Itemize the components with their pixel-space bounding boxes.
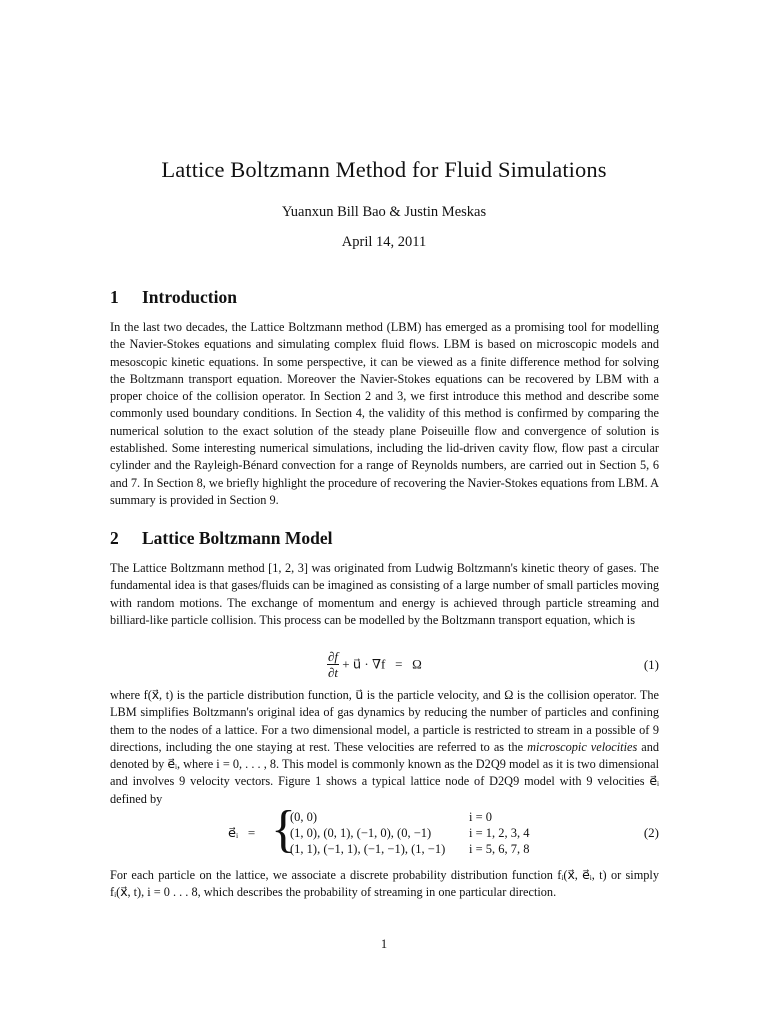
case-condition [469,809,492,825]
paragraph-text [110,687,659,808]
paper-title: Lattice Boltzmann Method for Fluid Simulations [161,157,607,182]
section-title: Introduction [142,287,237,307]
section-heading-lattice-boltzmann-model [110,528,333,549]
fraction-denominator: ∂t [328,665,339,680]
introduction-paragraph [110,319,659,509]
left-brace: { [271,801,296,858]
text-before-emphasis: where f(x⃗, t) is the particle distribution function, u⃗ is the particle velocity, and Ω is the collision operator. The LBM simplifies Boltzmann's original idea of gas dynamics by reducing the number of particles and confining them to the nodes of a lattice. For a two dimensional model, a particle is restricted to stream in a possible of 9 directions, including the one staying at rest. These velocities are referred to as the [110,688,659,754]
d2q9-paragraph [110,687,659,808]
section-number: 2 [110,528,119,548]
section-title: Lattice Boltzmann Model [142,528,333,548]
text-after-emphasis: and denoted by e⃗ᵢ, where i = 0, . . . , 8. This model is commonly known as the D2Q9 model as it is two dimensional and involves 9 velocity vectors. Figure 1 shows a typical lattice node of D2Q9 model with 9 velocities e⃗ᵢ defined by [110,739,660,806]
case-value: (1, 1), (−1, 1), (−1, −1), (1, −1) [290,842,446,856]
case-value: (1, 0), (0, 1), (−1, 0), (0, −1) [290,826,432,840]
case-value: (0, 0) [290,810,318,824]
section-number: 1 [110,287,119,307]
paragraph-text: For each particle on the lattice, we associate a discrete probability distribution function fᵢ(x⃗, e⃗ᵢ, t) or simply fᵢ(x⃗, t), i = 0 . . . 8, which describes the probability of streaming in one particular direction. [110,868,659,900]
paragraph-text: The Lattice Boltzmann method [1, 2, 3] was originated from Ludwig Boltzmann's kinetic theory of gases. The fundamental idea is that gases/fluids can be imagined as consisting of a large number of small particles moving with random motions. The exchange of momentum and energy is achieved through particle streaming and billiard-like particle collision. This process can be modelled by the Boltzmann transport equation, which is [110,561,659,627]
case-condition [469,825,530,841]
equation-2 [110,801,659,862]
paper-date: April 14, 2011 [341,234,427,250]
equation-number: (2) [643,825,659,840]
case-condition [469,841,530,857]
case-row [290,841,445,857]
case-cond: i = 0 [469,810,493,824]
case-cond: i = 1, 2, 3, 4 [469,826,530,840]
case-row [290,825,431,841]
paper-authors: Yuanxun Bill Bao & Justin Meskas [281,204,487,220]
fraction-numerator: ∂f [328,649,339,664]
equation-fraction [327,649,339,680]
emphasized-term: microscopic velocities [527,739,638,754]
equation-number: (1) [643,657,659,672]
model-paragraph [110,560,659,629]
distribution-function-paragraph [110,867,659,902]
case-row [290,809,317,825]
equation-rhs: + u⃗ · ∇f = Ω [342,656,422,672]
case-cond: i = 5, 6, 7, 8 [469,842,530,856]
section-heading-introduction [110,287,237,308]
paragraph-text: In the last two decades, the Lattice Boltzmann method (LBM) has emerged as a promising tool for modelling the Navier-Stokes equations and simulating complex fluid flows. LBM is based on microscopic models and mesoscopic kinetic equations. In some perspective, it can be viewed as a finite difference method for solving the Boltzmann transport equation. Moreover the Navier-Stokes equations can be recovered by LBM with a proper choice of the collision operator. In Section 2 and 3, we first introduce this method and describe some commonly used boundary conditions. In Section 4, the validity of this method is confirmed by comparing the numerical solution to the exact solution of the steady plane Poiseuille flow and convergence of solution is established. Some interesting numerical simulations, including the lid-driven cavity flow, flow past a circular cylinder and the Rayleigh-Bénard convection for a range of Reynolds numbers, are carried out in Section 5, 6 and 7. In Section 8, we briefly highlight the procedure of recovering the Navier-Stokes equations from LBM. A summary is provided in Section 9. [110,320,659,507]
page-number: 1 [380,937,388,951]
equation-lhs: e⃗ᵢ = [228,825,256,840]
